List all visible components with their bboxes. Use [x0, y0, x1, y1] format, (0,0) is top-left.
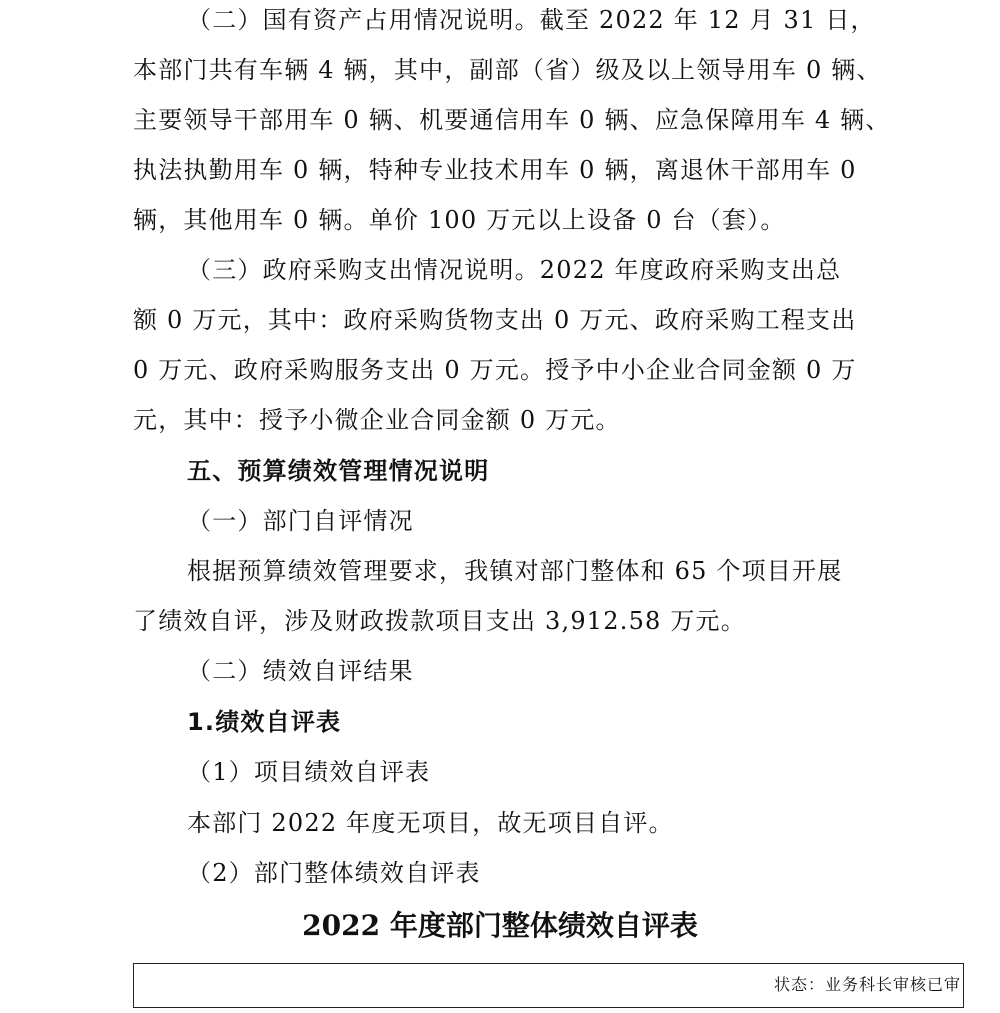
paragraph-line: 辆，其他用车 0 辆。单价 100 万元以上设备 0 台（套）。 [133, 206, 786, 234]
subsection-heading: （2）部门整体绩效自评表 [187, 859, 481, 887]
paragraph-line: 额 0 万元，其中：政府采购货物支出 0 万元、政府采购工程支出 [133, 306, 857, 334]
paragraph-line: 本部门共有车辆 4 辆，其中，副部（省）级及以上领导用车 0 辆、 [133, 56, 882, 84]
paragraph-line: 了绩效自评，涉及财政拨款项目支出 3,912.58 万元。 [133, 607, 746, 635]
paragraph-self-evaluation: 根据预算绩效管理要求，我镇对部门整体和 65 个项目开展 [187, 557, 843, 585]
subsection-heading: 1.绩效自评表 [187, 708, 342, 736]
paragraph-line: 元，其中：授予小微企业合同金额 0 万元。 [133, 406, 621, 434]
paragraph-line: 主要领导干部用车 0 辆、机要通信用车 0 辆、应急保障用车 4 辆、 [133, 106, 891, 134]
paragraph-line: 0 万元、政府采购服务支出 0 万元。授予中小企业合同金额 0 万 [133, 356, 857, 384]
subsection-heading: （二）绩效自评结果 [187, 657, 414, 685]
section-heading: 五、预算绩效管理情况说明 [187, 457, 490, 485]
status-text: 状态：业务科长审核已审 [773, 975, 961, 994]
table-title: 2022 年度部门整体绩效自评表 [302, 909, 698, 942]
subsection-heading: （一）部门自评情况 [187, 507, 414, 535]
paragraph-no-project: 本部门 2022 年度无项目，故无项目自评。 [187, 809, 674, 837]
paragraph-procurement-intro: （三）政府采购支出情况说明。2022 年度政府采购支出总 [187, 256, 842, 284]
evaluation-table [133, 963, 964, 1008]
paragraph-line: 执法执勤用车 0 辆，特种专业技术用车 0 辆，离退休干部用车 0 [133, 156, 857, 184]
subsection-heading: （1）项目绩效自评表 [187, 758, 431, 786]
paragraph-asset-intro: （二）国有资产占用情况说明。截至 2022 年 12 月 31 日， [187, 6, 876, 34]
